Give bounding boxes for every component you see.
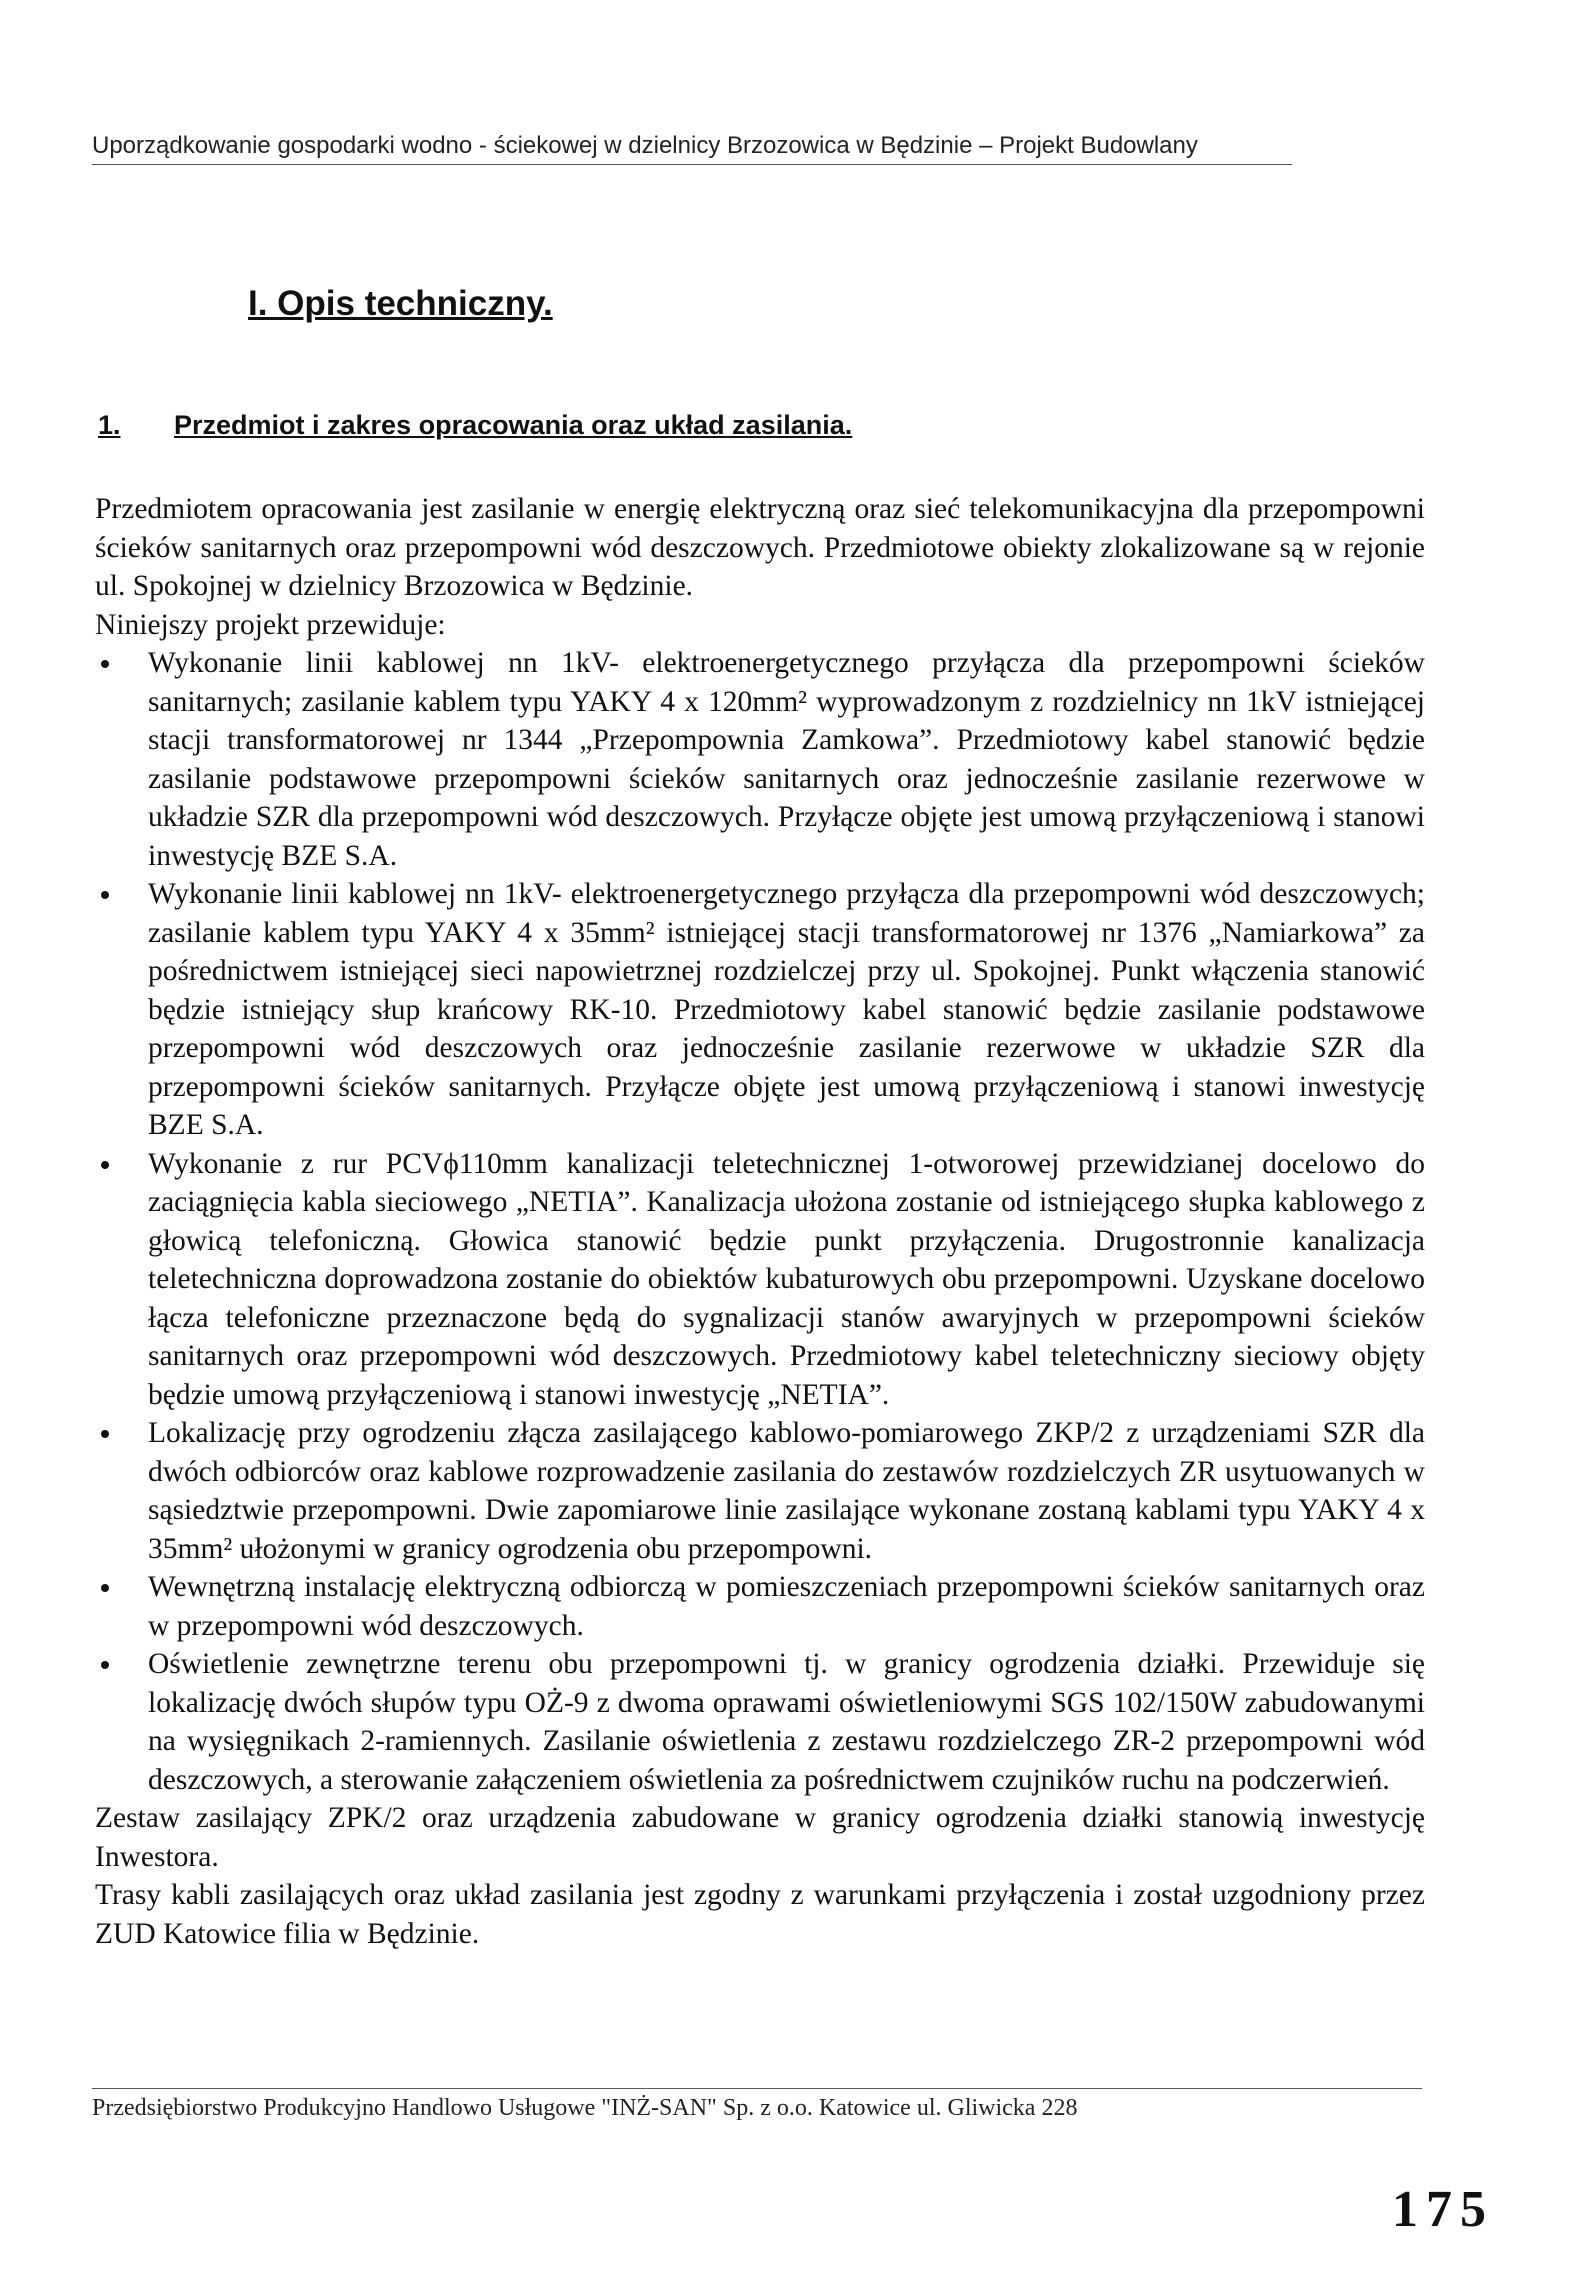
bullet-icon <box>101 1430 109 1438</box>
subsection-heading <box>98 410 852 441</box>
list-item-text: Wykonanie linii kablowej nn 1kV- elektroenergetycznego przyłącza dla przepompowni wód deszczowych; zasilanie kablem typu YAKY 4 x 35mm² istniejącej stacji transformatorowej nr 1376 „Namiarkowa” za pośrednictwem istniejącej sieci napowietrznej rozdzielczej przy ul. Spokojnej. Punkt włączenia stanowić będzie istniejący słup krańcowy RK-10. Przedmiotowy kabel stanowić będzie zasilanie podstawowe przepompowni wód deszczowych oraz jednocześnie zasilanie rezerwowe w układzie SZR dla przepompowni ścieków sanitarnych. Przyłącze objęte jest umową przyłączeniową i stanowi inwestycję BZE S.A. <box>148 878 1425 1141</box>
list-item <box>95 1145 1425 1415</box>
bullet-icon <box>101 1584 109 1592</box>
subsection-number: 1. <box>98 410 121 440</box>
section-title: I. Opis techniczny. <box>248 284 553 323</box>
closing-paragraph: Zestaw zasilający ZPK/2 oraz urządzenia zabudowane w granicy ogrodzenia działki stanowią inwestycję Inwestora. <box>95 1802 1425 1873</box>
closing-paragraph: Trasy kabli zasilających oraz układ zasilania jest zgodny z warunkami przyłączenia i został uzgodniony przez ZUD Katowice filia w Będzinie. <box>95 1879 1425 1950</box>
bullet-icon <box>101 1661 109 1669</box>
list-item <box>95 644 1425 875</box>
bullet-icon <box>101 1161 109 1169</box>
running-header: Uporządkowanie gospodarki wodno - ściekowej w dzielnicy Brzozowica w Będzinie – Projekt Budowlany <box>92 132 1292 165</box>
intro-lead: Niniejszy projekt przewiduje: <box>95 608 446 641</box>
list-item <box>95 1568 1425 1645</box>
page-number: 175 <box>1392 2181 1494 2238</box>
list-item <box>95 875 1425 1145</box>
bullet-icon <box>101 891 109 899</box>
document-body <box>95 490 1425 1953</box>
list-item-text: Lokalizację przy ogrodzeniu złącza zasilającego kablowo-pomiarowego ZKP/2 z urządzeniami SZR dla dwóch odbiorców oraz kablowe rozprowadzenie zasilania do zestawów rozdzielczych ZR usytuowanych w sąsiedztwie przepompowni. Dwie zapomiarowe linie zasilające wykonane zostaną kablami typu YAKY 4 x 35mm² ułożonymi w granicy ogrodzenia obu przepompowni. <box>148 1417 1425 1565</box>
list-item <box>95 1414 1425 1568</box>
list-item-text: Wykonanie linii kablowej nn 1kV- elektroenergetycznego przyłącza dla przepompowni ścieków sanitarnych; zasilanie kablem typu YAKY 4 x 120mm² wyprowadzonym z rozdzielnicy nn 1kV istniejącej stacji transformatorowej nr 1344 „Przepompownia Zamkowa”. Przedmiotowy kabel stanowić będzie zasilanie podstawowe przepompowni ścieków sanitarnych oraz jednocześnie zasilanie rezerwowe w układzie SZR dla przepompowni wód deszczowych. Przyłącze objęte jest umową przyłączeniową i stanowi inwestycję BZE S.A. <box>148 647 1425 872</box>
list-item-text: Wykonanie z rur PCVϕ110mm kanalizacji teletechnicznej 1-otworowej przewidzianej docelowo do zaciągnięcia kabla sieciowego „NETIA”. Kanalizacja ułożona zostanie od istniejącego słupka kablowego z głowicą telefoniczną. Głowica stanowić będzie punkt przyłączenia. Drugostronnie kanalizacja teletechniczna doprowadzona zostanie do obiektów kubaturowych obu przepompowni. Uzyskane docelowo łącza telefoniczne przeznaczone będą do sygnalizacji stanów awaryjnych w przepompowni ścieków sanitarnych oraz przepompowni wód deszczowych. Przedmiotowy kabel teletechniczny sieciowy objęty będzie umową przyłączeniową i stanowi inwestycję „NETIA”. <box>148 1147 1425 1411</box>
list-item <box>95 1645 1425 1799</box>
list-item-text: Wewnętrzną instalację elektryczną odbiorczą w pomieszczeniach przepompowni ścieków sanitarnych oraz w przepompowni wód deszczowych. <box>148 1571 1425 1642</box>
subsection-title: Przedmiot i zakres opracowania oraz układ zasilania. <box>174 410 853 440</box>
bullet-icon <box>101 660 109 668</box>
intro-paragraph: Przedmiotem opracowania jest zasilanie w energię elektryczną oraz sieć telekomunikacyjna dla przepompowni ścieków sanitarnych oraz przepompowni wód deszczowych. Przedmiotowe obiekty zlokalizowane są w rejonie ul. Spokojnej w dzielnicy Brzozowica w Będzinie. <box>95 493 1425 602</box>
scope-list <box>95 644 1425 1799</box>
list-item-text: Oświetlenie zewnętrzne terenu obu przepompowni tj. w granicy ogrodzenia działki. Przewiduje się lokalizację dwóch słupów typu OŻ-9 z dwoma oprawami oświetleniowymi SGS 102/150W zabudowanymi na wysięgnikach 2-ramiennych. Zasilanie oświetlenia z zestawu rozdzielczego ZR-2 przepompowni wód deszczowych, a sterowanie załączeniem oświetlenia za pośrednictwem czujników ruchu na podczerwień. <box>148 1648 1425 1796</box>
running-footer: Przedsiębiorstwo Produkcyjno Handlowo Usługowe "INŻ-SAN" Sp. z o.o. Katowice ul. Gliwicka 228 <box>92 2088 1422 2122</box>
